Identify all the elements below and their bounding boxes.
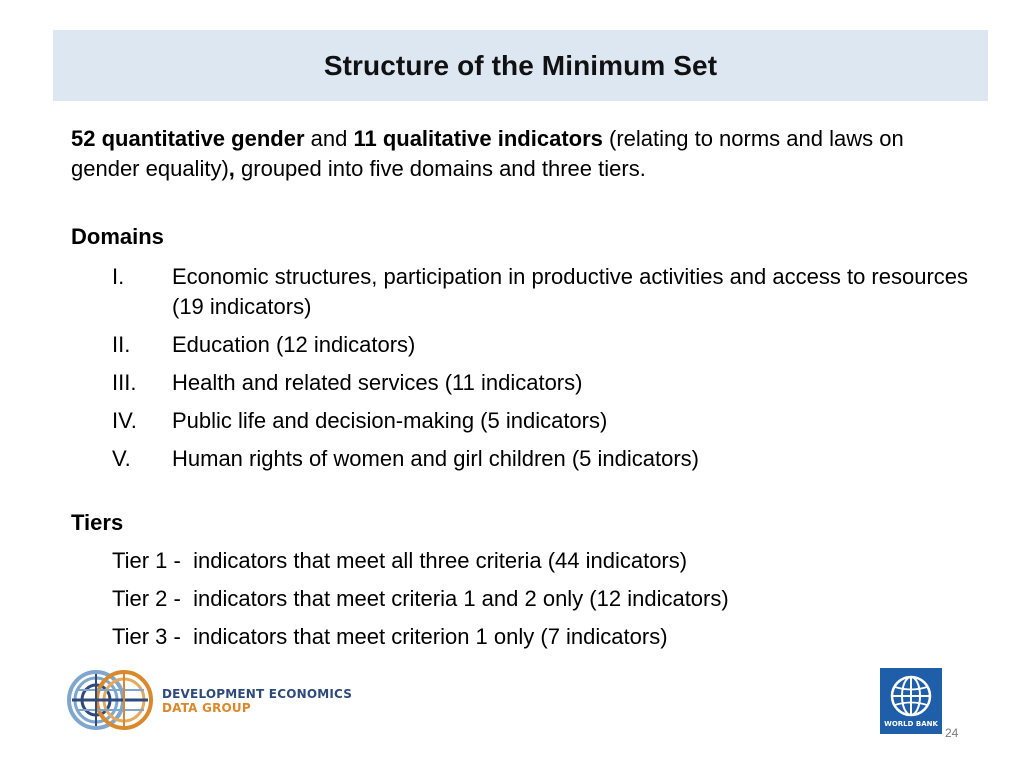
domain-item (112, 330, 982, 360)
title-band (53, 30, 988, 101)
world-bank-label: WORLD BANK (884, 720, 938, 728)
domain-list (112, 262, 982, 482)
domain-number: II. (112, 332, 131, 357)
intro-and: and (304, 126, 354, 151)
domain-item (112, 444, 982, 474)
domain-number: IV. (112, 408, 137, 433)
ded-logo-line2: DATA GROUP (162, 701, 251, 715)
domain-number: I. (112, 264, 125, 289)
tier-label: Tier 1 - (112, 548, 194, 573)
domain-item (112, 406, 982, 436)
ded-logo-line1: DEVELOPMENT ECONOMICS (162, 687, 353, 701)
domain-number: III. (112, 370, 137, 395)
tier-item (112, 546, 982, 584)
ded-logo-text (162, 687, 352, 715)
domain-text: Education (12 indicators) (172, 332, 416, 357)
intro-relating: (relating to norms and laws on gender equality) (71, 126, 904, 181)
intro-grouped: grouped into five domains and three tiers. (234, 156, 646, 181)
tier-text: indicators that meet criterion 1 only (7 indicators) (193, 624, 668, 649)
domain-text: Health and related services (11 indicators) (172, 370, 583, 395)
intro-quantitative: 52 quantitative gender (71, 126, 305, 151)
domains-heading: Domains (71, 224, 164, 249)
tier-text: indicators that meet criteria 1 and 2 only (12 indicators) (193, 586, 729, 611)
intro-qualitative: 11 qualitative indicators (353, 126, 603, 151)
domain-item (112, 262, 982, 322)
tiers-heading: Tiers (71, 510, 124, 535)
slide-title: Structure of the Minimum Set (323, 49, 718, 81)
intro-comma: , (228, 156, 235, 181)
tier-text: indicators that meet all three criteria (44 indicators) (193, 548, 688, 573)
tier-label: Tier 2 - (112, 586, 194, 611)
domain-number: V. (112, 446, 131, 471)
tier-label: Tier 3 - (112, 624, 194, 649)
domain-text: Public life and decision-making (5 indicators) (172, 408, 608, 433)
page-number: 24 (945, 726, 959, 740)
intro-paragraph (71, 124, 971, 184)
tier-item (112, 622, 982, 660)
tier-list (112, 546, 982, 660)
domain-text: Economic structures, participation in productive activities and access to resources (19 indicators) (172, 264, 969, 319)
tier-item (112, 584, 982, 622)
domain-text: Human rights of women and girl children (5 indicators) (172, 446, 700, 471)
domain-item (112, 368, 982, 398)
